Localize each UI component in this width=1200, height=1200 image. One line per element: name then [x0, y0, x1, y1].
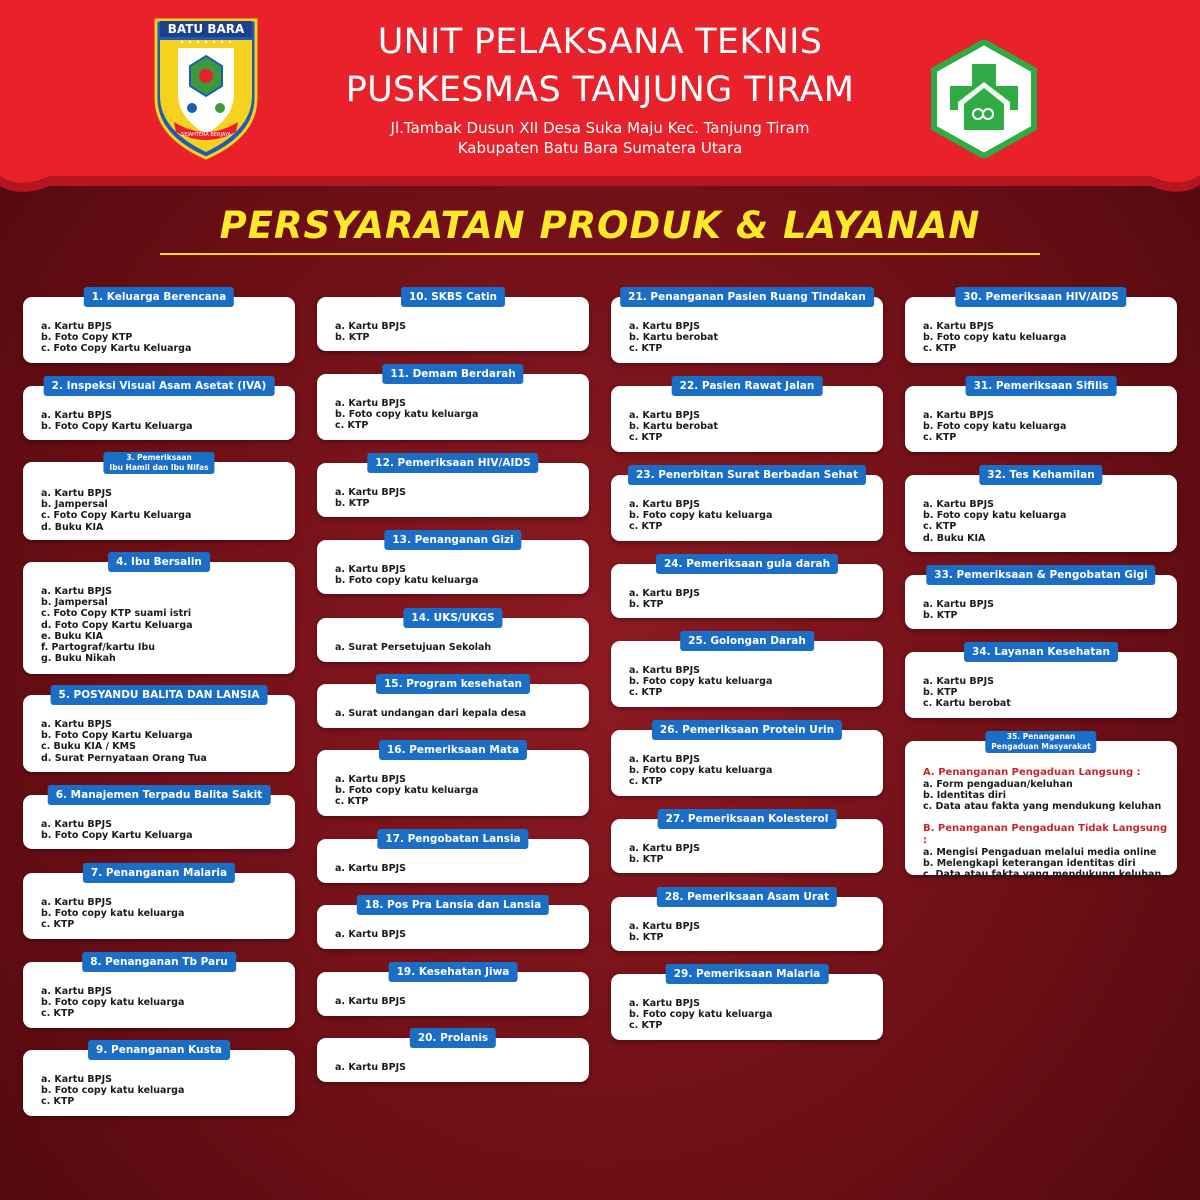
card-title: 33. Pemeriksaan & Pengobatan Gigi	[926, 565, 1155, 585]
card-title: 27. Pemeriksaan Kolesterol	[658, 809, 837, 829]
card-title: 16. Pemeriksaan Mata	[379, 740, 527, 760]
requirement-item: b. Foto copy katu keluarga	[41, 908, 185, 920]
requirement-item: c. Foto Copy Kartu Keluarga	[41, 343, 192, 355]
service-card-1	[23, 291, 295, 363]
requirement-list	[41, 488, 287, 533]
requirement-list	[923, 499, 1169, 544]
service-card-32	[905, 469, 1177, 552]
service-card-20	[317, 1032, 589, 1082]
requirement-list	[41, 410, 287, 432]
card-title: 24. Pemeriksaan gula darah	[656, 554, 838, 574]
requirement-item: a. Kartu BPJS	[923, 321, 994, 332]
requirement-item: b. Identitas diri	[923, 790, 1006, 802]
requirement-list	[41, 819, 287, 841]
requirement-item: a. Kartu BPJS	[335, 996, 406, 1007]
requirement-item: b. Foto copy katu keluarga	[629, 1009, 773, 1021]
requirement-list	[335, 398, 581, 432]
logo-left-motto: SEJAHTERA BERJAYA	[181, 132, 231, 138]
service-card-35	[905, 732, 1177, 881]
requirement-item: a. Kartu BPJS	[335, 398, 406, 409]
requirement-item: a. Kartu BPJS	[923, 676, 994, 687]
requirement-item: c. KTP	[629, 1020, 663, 1032]
requirement-item: b. Jampersal	[41, 499, 108, 511]
requirement-item: d. Buku KIA	[923, 532, 986, 544]
requirement-item: f. Partograf/kartu Ibu	[41, 642, 156, 654]
requirement-item: a. Kartu BPJS	[41, 897, 112, 908]
requirement-list	[923, 321, 1169, 355]
requirement-item: c. Data atau fakta yang mendukung keluhan	[923, 869, 1162, 881]
requirement-item: a. Kartu BPJS	[335, 1062, 406, 1073]
requirement-item: a. Kartu BPJS	[41, 819, 112, 830]
requirement-item: c. KTP	[629, 432, 663, 444]
service-card-18	[317, 899, 589, 949]
service-card-29	[611, 968, 883, 1040]
service-card-28	[611, 891, 883, 951]
requirement-item: c. KTP	[923, 432, 957, 444]
requirement-list	[629, 410, 875, 444]
card-title: 9. Penanganan Kusta	[88, 1040, 230, 1060]
service-card-26	[611, 724, 883, 796]
service-card-22	[611, 380, 883, 452]
card-title: 5. POSYANDU BALITA DAN LANSIA	[51, 685, 268, 705]
service-card-6	[23, 789, 295, 849]
requirement-item: a. Kartu BPJS	[629, 665, 700, 676]
card-title: 31. Pemeriksaan Sifilis	[966, 376, 1117, 396]
requirement-item: c. Foto Copy KTP suami istri	[41, 608, 192, 620]
section-b-heading: B. Penanganan Pengaduan Tidak Langsung :	[923, 822, 1168, 846]
requirement-list	[335, 564, 581, 586]
requirement-item: c. KTP	[335, 420, 369, 432]
requirement-item: d. Surat Pernyataan Orang Tua	[41, 752, 207, 764]
card-title: 15. Program kesehatan	[376, 674, 530, 694]
requirement-item: c. KTP	[629, 521, 663, 533]
requirement-item: a. Kartu BPJS	[629, 410, 700, 421]
card-title: 6. Manajemen Terpadu Balita Sakit	[48, 785, 271, 805]
requirement-list	[335, 487, 581, 509]
card-title: 18. Pos Pra Lansia dan Lansia	[357, 895, 549, 915]
requirement-item: a. Kartu BPJS	[923, 599, 994, 610]
batu-bara-logo	[152, 18, 260, 160]
requirement-list	[335, 321, 581, 343]
requirement-item: a. Kartu BPJS	[335, 929, 406, 940]
service-card-19	[317, 966, 589, 1016]
requirement-item: b. Foto copy katu keluarga	[629, 676, 773, 688]
card-title: 2. Inspeksi Visual Asam Asetat (IVA)	[44, 376, 275, 396]
service-card-11	[317, 368, 589, 440]
card-title: 29. Pemeriksaan Malaria	[666, 964, 829, 984]
card-title: 1. Keluarga Berencana	[84, 287, 234, 307]
service-card-30	[905, 291, 1177, 363]
service-card-10	[317, 291, 589, 351]
service-card-33	[905, 569, 1177, 629]
card-title: 4. Ibu Bersalin	[108, 552, 210, 572]
service-card-3	[23, 453, 295, 540]
requirement-item: a. Kartu BPJS	[41, 488, 112, 499]
requirement-item: e. Buku KIA	[41, 630, 104, 642]
card-title: 22. Pasien Rawat Jalan	[672, 376, 823, 396]
card-title: 14. UKS/UKGS	[403, 608, 502, 628]
service-card-2	[23, 380, 295, 440]
header-address-line2: Kabupaten Batu Bara Sumatera Utara	[457, 139, 743, 157]
requirement-item: a. Kartu BPJS	[335, 863, 406, 874]
service-card-7	[23, 867, 295, 939]
requirement-item: b. KTP	[629, 599, 664, 611]
card-title: 32. Tes Kehamilan	[979, 465, 1102, 485]
service-card-16	[317, 744, 589, 816]
requirement-item: b. KTP	[923, 687, 958, 699]
requirement-item: a. Surat Persetujuan Sekolah	[335, 642, 492, 653]
card-title: 25. Golongan Darah	[680, 631, 814, 651]
requirement-item: b. Foto Copy Kartu Keluarga	[41, 421, 193, 433]
requirement-item: b. Jampersal	[41, 597, 108, 609]
requirement-item: b. Foto copy katu keluarga	[629, 510, 773, 522]
logo-left-text: BATU BARA	[167, 22, 245, 36]
requirement-item: b. KTP	[629, 932, 664, 944]
section-a-heading: A. Penanganan Pengaduan Langsung :	[923, 767, 1141, 778]
card-title: 11. Demam Berdarah	[382, 364, 523, 384]
requirement-item: a. Form pengaduan/keluhan	[923, 779, 1073, 790]
requirement-list	[923, 676, 1169, 710]
requirement-item: c. KTP	[41, 1096, 75, 1108]
card-title: 21. Penanganan Pasien Ruang Tindakan	[620, 287, 874, 307]
service-card-13	[317, 534, 589, 594]
requirement-item: a. Kartu BPJS	[41, 719, 112, 730]
title-underline	[160, 253, 1040, 255]
requirement-item: c. KTP	[923, 521, 957, 533]
service-card-15	[317, 678, 589, 728]
card-title-line1: 3. Pemeriksaan	[126, 453, 192, 462]
card-title: 26. Pemeriksaan Protein Urin	[652, 720, 842, 740]
requirement-list	[629, 665, 875, 699]
card-title: 7. Penanganan Malaria	[83, 863, 235, 883]
requirement-item: b. Foto Copy Kartu Keluarga	[41, 830, 193, 842]
requirement-item: b. Kartu berobat	[629, 332, 718, 344]
requirement-list	[41, 719, 287, 764]
main-title: PERSYARATAN PRODUK & LAYANAN	[219, 204, 981, 247]
service-card-27	[611, 813, 883, 873]
requirement-list	[629, 588, 875, 610]
service-card-25	[611, 635, 883, 707]
requirement-list	[335, 929, 581, 940]
card-title: 34. Layanan Kesehatan	[964, 642, 1118, 662]
requirement-item: b. KTP	[335, 498, 370, 510]
requirement-item: b. Foto copy katu keluarga	[335, 785, 479, 797]
requirement-list	[335, 863, 581, 874]
requirement-item: a. Kartu BPJS	[41, 986, 112, 997]
requirement-item: a. Kartu BPJS	[41, 1074, 112, 1085]
service-card-12	[317, 457, 589, 517]
requirement-list	[41, 321, 287, 355]
requirement-item: a. Kartu BPJS	[335, 774, 406, 785]
requirement-item: a. Kartu BPJS	[629, 499, 700, 510]
requirement-item: b. KTP	[629, 854, 664, 866]
requirement-item: g. Buku Nikah	[41, 653, 116, 665]
service-card-34	[905, 646, 1177, 718]
service-card-9	[23, 1044, 295, 1116]
requirement-item: a. Kartu BPJS	[41, 586, 112, 597]
puskesmas-logo	[928, 40, 1040, 158]
requirement-list	[335, 642, 581, 653]
service-card-23	[611, 469, 883, 541]
card-title: 12. Pemeriksaan HIV/AIDS	[367, 453, 538, 473]
header-title-line1: UNIT PELAKSANA TEKNIS	[377, 22, 823, 62]
requirement-list	[41, 986, 287, 1020]
requirement-item: b. Foto copy katu keluarga	[629, 765, 773, 777]
requirement-list	[335, 774, 581, 808]
requirement-list	[335, 1062, 581, 1073]
card-title: 8. Penanganan Tb Paru	[82, 952, 236, 972]
requirement-item: b. Kartu berobat	[629, 421, 718, 433]
requirement-item: c. KTP	[629, 687, 663, 699]
requirement-item: b. KTP	[923, 610, 958, 622]
requirement-item: a. Kartu BPJS	[629, 588, 700, 599]
service-card-24	[611, 558, 883, 618]
requirement-item: b. Foto copy katu keluarga	[41, 1085, 185, 1097]
requirement-item: c. Kartu berobat	[923, 698, 1011, 710]
service-card-4	[23, 556, 295, 674]
card-title: 23. Penerbitan Surat Berbadan Sehat	[628, 465, 866, 485]
puskesmas-cross-icon	[928, 40, 1040, 158]
requirement-item: a. Kartu BPJS	[629, 754, 700, 765]
card-title: 19. Kesehatan Jiwa	[389, 962, 518, 982]
service-card-14	[317, 612, 589, 662]
card-title-line1: 35. Penanganan	[1006, 732, 1076, 741]
requirement-item: d. Foto Copy Kartu Keluarga	[41, 619, 193, 631]
card-title	[103, 452, 214, 474]
requirement-item: b. Foto copy katu keluarga	[335, 409, 479, 421]
requirement-item: c. KTP	[629, 776, 663, 788]
requirement-list	[41, 586, 287, 664]
requirement-item: a. Kartu BPJS	[923, 410, 994, 421]
card-title: 28. Pemeriksaan Asam Urat	[657, 887, 837, 907]
requirement-item: c. KTP	[41, 1008, 75, 1020]
service-card-31	[905, 380, 1177, 452]
requirement-item: a. Kartu BPJS	[629, 843, 700, 854]
requirement-list	[335, 996, 581, 1007]
section-spacer	[923, 813, 1169, 823]
card-title-line2: Ibu Hamil dan Ibu Nifas	[109, 463, 209, 472]
requirement-item: b. KTP	[335, 332, 370, 344]
requirement-list	[629, 998, 875, 1032]
requirement-item: c. KTP	[629, 343, 663, 355]
service-card-8	[23, 956, 295, 1028]
requirement-list	[41, 897, 287, 931]
requirement-item: b. Foto copy katu keluarga	[335, 575, 479, 587]
requirement-item: a. Kartu BPJS	[41, 321, 112, 332]
requirement-item: a. Kartu BPJS	[629, 321, 700, 332]
requirement-item: a. Surat undangan dari kepala desa	[335, 708, 527, 719]
requirement-item: a. Kartu BPJS	[335, 321, 406, 332]
requirement-item: c. KTP	[335, 796, 369, 808]
requirement-list	[923, 410, 1169, 444]
header-title-line2: PUSKESMAS TANJUNG TIRAM	[345, 70, 855, 110]
card-title: 20. Prolanis	[410, 1028, 496, 1048]
requirement-item: c. Data atau fakta yang mendukung keluhan	[923, 801, 1162, 813]
requirement-item: b. Melengkapi keterangan identitas diri	[923, 857, 1136, 869]
requirement-item: c. KTP	[41, 919, 75, 931]
requirement-item: a. Kartu BPJS	[41, 410, 112, 421]
card-title: 10. SKBS Catin	[401, 287, 505, 307]
service-card-21	[611, 291, 883, 363]
requirement-item: c. Buku KIA / KMS	[41, 741, 136, 753]
requirement-item: c. KTP	[923, 343, 957, 355]
requirement-item: b. Foto Copy Kartu Keluarga	[41, 730, 193, 742]
card-title	[985, 731, 1096, 753]
header-address-line1: Jl.Tambak Dusun XII Desa Suka Maju Kec. Tanjung Tiram	[390, 119, 810, 137]
requirement-item: c. Foto Copy Kartu Keluarga	[41, 510, 192, 522]
card-title: 30. Pemeriksaan HIV/AIDS	[955, 287, 1126, 307]
requirement-list	[923, 599, 1169, 621]
requirement-item: b. Foto copy katu keluarga	[923, 510, 1067, 522]
requirement-item: a. Kartu BPJS	[629, 998, 700, 1009]
service-card-5	[23, 689, 295, 772]
requirement-list	[629, 921, 875, 943]
requirement-item: b. Foto copy katu keluarga	[923, 332, 1067, 344]
requirement-item: b. Foto copy katu keluarga	[923, 421, 1067, 433]
requirement-item: a. Kartu BPJS	[629, 921, 700, 932]
requirement-list	[41, 1074, 287, 1108]
card-title: 17. Pengobatan Lansia	[377, 829, 528, 849]
complaint-sections	[923, 767, 1169, 880]
requirement-item: b. Foto copy katu keluarga	[41, 997, 185, 1009]
requirement-item: a. Kartu BPJS	[923, 499, 994, 510]
card-title: 13. Penanganan Gizi	[384, 530, 521, 550]
requirement-item: d. Buku KIA	[41, 521, 104, 533]
requirement-item: a. Kartu BPJS	[335, 564, 406, 575]
card-title-line2: Pengaduan Masyarakat	[991, 742, 1091, 751]
requirement-list	[629, 321, 875, 355]
requirement-item: a. Kartu BPJS	[335, 487, 406, 498]
requirement-list	[629, 843, 875, 865]
service-card-17	[317, 833, 589, 883]
requirement-list	[335, 708, 581, 719]
requirement-list	[629, 499, 875, 533]
requirement-item: b. Foto Copy KTP	[41, 332, 133, 344]
requirement-item: a. Mengisi Pengaduan melalui media online	[923, 846, 1157, 858]
requirement-list	[629, 754, 875, 788]
